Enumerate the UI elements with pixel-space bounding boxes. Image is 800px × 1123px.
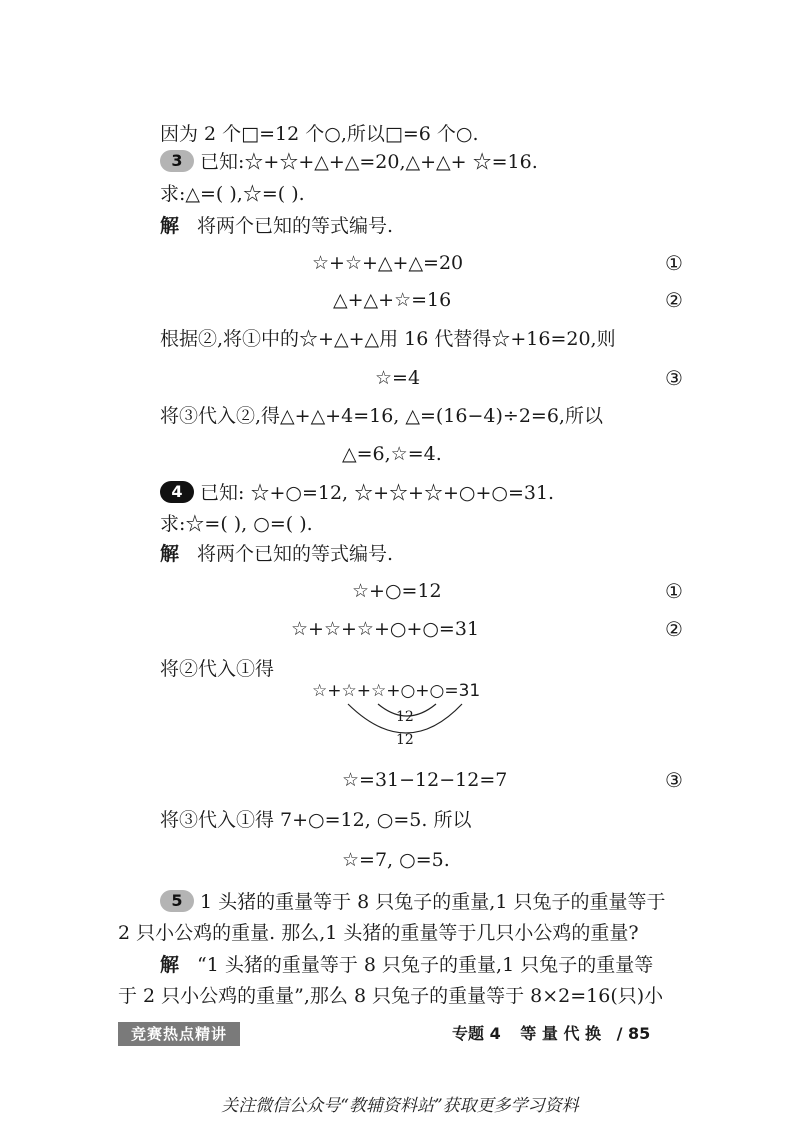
substitution-diagram xyxy=(312,680,502,755)
text-line: 求:☆=( ), ○=( ). xyxy=(160,513,313,535)
equation-number: ② xyxy=(665,288,683,312)
equation-number: ② xyxy=(665,617,683,641)
problem-4-statement xyxy=(160,479,554,507)
text-line: 已知: ☆+○=12, ☆+☆+☆+○+○=31. xyxy=(200,482,555,504)
text-line: 于 2 只小公鸡的重量”,那么 8 只兔子的重量等于 8×2=16(只)小 xyxy=(118,985,664,1007)
outer-arc-label: 12 xyxy=(396,732,414,748)
problem-number-badge: 3 xyxy=(160,150,194,172)
equation-number: ③ xyxy=(665,366,683,390)
problem-5-statement xyxy=(160,888,665,916)
inner-arc-label: 12 xyxy=(396,709,414,725)
solution-label: 解 xyxy=(160,543,180,565)
solution-line xyxy=(160,212,393,240)
text-line: “1 头猪的重量等于 8 只兔子的重量,1 只兔子的重量等 xyxy=(197,954,654,976)
equation: ☆=4 xyxy=(375,367,421,389)
equation: ☆+○=12 xyxy=(352,580,442,602)
equation: ☆=31−12−12=7 xyxy=(342,769,508,791)
equation: ☆+☆+☆+○+○=31 xyxy=(291,618,480,640)
watermark-text: 关注微信公众号“教辅资料站”获取更多学习资料 xyxy=(221,1096,579,1116)
equation: ☆=7, ○=5. xyxy=(342,849,450,871)
solution-label: 解 xyxy=(160,215,180,237)
text-line: 因为 2 个□=12 个○,所以□=6 个○. xyxy=(160,123,479,145)
chapter-number: 专题 4 xyxy=(452,1024,501,1043)
equation: △=6,☆=4. xyxy=(342,443,442,465)
text-line: 将③代入①得 7+○=12, ○=5. 所以 xyxy=(160,809,472,831)
equation-number: ③ xyxy=(665,768,683,792)
text-line: 将②代入①得 xyxy=(160,658,275,680)
text-line: 1 头猪的重量等于 8 只兔子的重量,1 只兔子的重量等于 xyxy=(200,891,666,913)
section-tag: 竞赛热点精讲 xyxy=(118,1022,240,1046)
solution-line xyxy=(160,951,653,979)
solution-line xyxy=(160,540,393,568)
text-line: 将③代入②,得△+△+4=16, △=(16−4)÷2=6,所以 xyxy=(160,405,603,427)
page-number: / 85 xyxy=(616,1024,651,1043)
solution-label: 解 xyxy=(160,954,180,976)
running-footer xyxy=(452,1021,682,1047)
problem-number-badge: 4 xyxy=(160,481,194,503)
text-line: 根据②,将①中的☆+△+△用 16 代替得☆+16=20,则 xyxy=(160,328,616,350)
text-line: 已知:☆+☆+△+△=20,△+△+ ☆=16. xyxy=(200,151,538,173)
equation: △+△+☆=16 xyxy=(333,289,452,311)
chapter-title: 等 量 代 换 xyxy=(520,1024,602,1043)
diagram-equation: ☆+☆+☆+○+○=31 xyxy=(312,681,481,701)
problem-number-badge: 5 xyxy=(160,890,194,912)
text-line: 将两个已知的等式编号. xyxy=(197,215,394,237)
equation-number: ① xyxy=(665,579,683,603)
text-line: 求:△=( ),☆=( ). xyxy=(160,183,305,205)
equation: ☆+☆+△+△=20 xyxy=(312,252,464,274)
text-line: 将两个已知的等式编号. xyxy=(197,543,394,565)
text-line: 2 只小公鸡的重量. 那么,1 头猪的重量等于几只小公鸡的重量? xyxy=(118,922,639,944)
equation-number: ① xyxy=(665,251,683,275)
problem-3-statement xyxy=(160,148,538,176)
